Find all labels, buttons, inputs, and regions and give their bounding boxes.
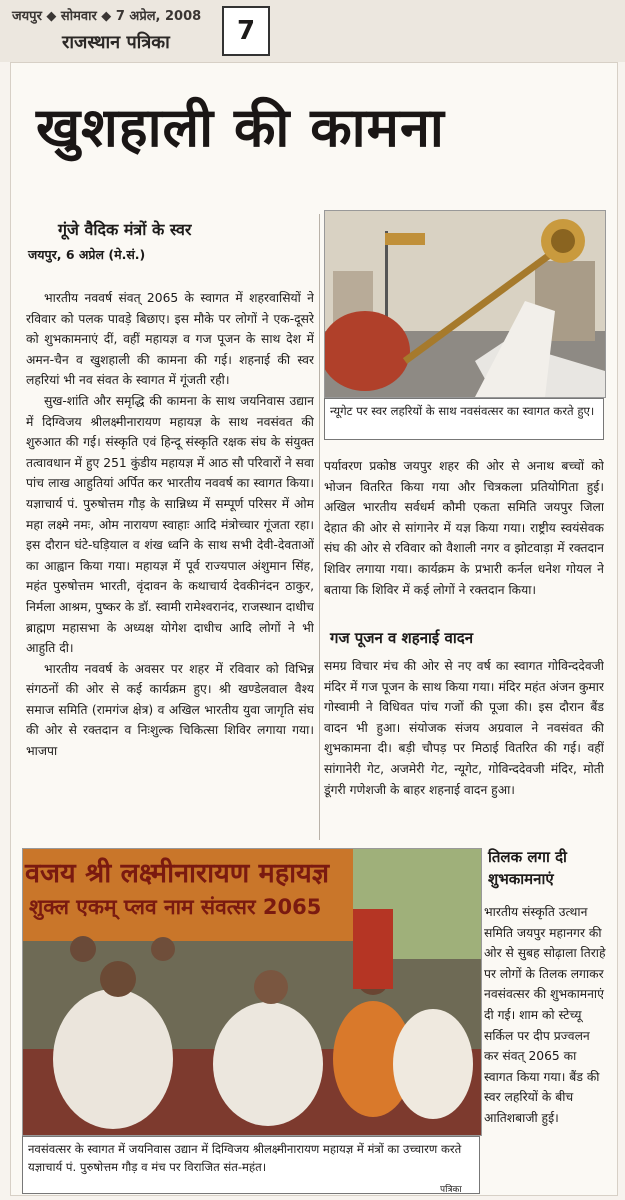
yagya-banner-line1: वजय श्री लक्ष्मीनारायण महायज्ञ (25, 858, 330, 889)
photo-credit: पत्रिका (440, 1185, 462, 1195)
page-number: 7 (222, 6, 270, 56)
column-divider (319, 214, 320, 840)
paragraph: भारतीय नववर्ष के अवसर पर शहर में रविवार को विभिन्न संगठनों की ओर से कई कार्यक्रम हुए। श्री खण्डेलवाल वैश्य समाज समिति (रामगंज क्षेत्र) व अखिल भारतीय युवा जागृति संघ की ओर से रक्तदान व निःशुल्क चिकित्सा शिविर लगाया गया। भाजपा (26, 661, 314, 759)
photo-caption-top: न्यूगेट पर स्वर लहरियों के साथ नवसंवत्सर का स्वागत करते हुए। (324, 398, 604, 440)
photo-yagya (22, 848, 482, 1136)
section-text-gaj: समग्र विचार मंच की ओर से नए वर्ष का स्वागत गोविन्ददेवजी मंदिर में गज पूजन के साथ किया गया। मंदिर महंत अंजन कुमार गोस्वामी ने विधिवत पांच गजों की पूजा की। इस दौरान बैंड वादन भी हुआ। संयोजक संजय अग्रवाल ने नवसंवत की शुभकामना दी। बड़ी चौपड़ पर मिठाई वितरित की गई। वहीं सांगानेरी गेट, अजमेरी गेट, न्यूगेट, गोविन्ददेवजी मंदिर, मोती डूंगरी गणेशजी के बाहर शहनाई वादन हुआ। (324, 659, 604, 797)
paragraph: भारतीय नववर्ष संवत् 2065 के स्वागत में शहरवासियों ने रविवार को पलक पावड़े बिछाए। इस मौके पर लोगों ने एक-दूसरे को शुभकामनाएं दीं, वहीं महायज्ञ व गज पूजन के साथ देश में अमन-चैन व खुशहाली की कामना की गई। शहनाई की स्वर लहरियां भी नव संवत के स्वागत में गूंजती रही। (26, 291, 314, 388)
photo-caption-bottom: नवसंवत्सर के स्वागत में जयनिवास उद्यान में दिग्विजय श्रीलक्ष्मीनारायण महायज्ञ में मंत्रों का उच्चारण करते यज्ञाचार्य पं. पुरुषोत्तम गौड़ व मंच पर विराजित संत-महंत। (22, 1136, 480, 1194)
byline: जयपुर, 6 अप्रेल (मे.सं.) (28, 247, 146, 262)
photo-shehnai-image (325, 211, 605, 397)
paper-name: राजस्थान पत्रिका (62, 32, 170, 53)
photo-shehnai (324, 210, 606, 398)
yagya-banner-line2: शुक्ल एकम् प्लव नाम संवत्सर 2065 (29, 895, 322, 919)
right-column: पर्यावरण प्रकोष्ठ जयपुर शहर की ओर से अनाथ बच्चों को भोजन वितरित किया गया और चित्रकला प्रतियोगिता हुई। अखिल भारतीय सर्वधर्म कौमी एकता समिति जयपुर जिला देहात की ओर से सांगानेर में यज्ञ किया गया। राष्ट्रीय स्वयंसेवक संघ की ओर से रविवार को वैशाली नगर व झोटवाड़ा में रक्तदान शिविर लगाया गया। कार्यक्रम के प्रभारी कर्नल धनेश गोयल ने बताया कि शिविर में कई लोगों ने रक्तदान किया। (324, 459, 604, 597)
section-heading-tilak (488, 846, 567, 890)
section-heading-gaj: गज पूजन व शहनाई वादन (330, 629, 474, 647)
photo-yagya-image (23, 849, 481, 1135)
subheadline: गूंजे वैदिक मंत्रों के स्वर (58, 220, 192, 239)
dateline: जयपुर ◆ सोमवार ◆ 7 अप्रेल, 2008 (12, 9, 202, 24)
tilak-heading-line1: तिलक लगा दी (488, 848, 567, 866)
paragraph: सुख-शांति और समृद्धि की कामना के साथ जयनिवास उद्यान में दिग्विजय श्रीलक्ष्मीनारायण महायज्ञ के साथ नवसंवत की शुरुआत की गई। संस्कृति एवं हिन्दू संस्कृति रक्षक संघ के संयुक्त तत्वावधान में हुए 251 कुंडीय महायज्ञ में आठ सौ परिवारों ने सवा पांच लाख आहुतियां अर्पित कर भारतीय नववर्ष का स्वागत किया। यज्ञाचार्य पं. पुरुषोत्तम गौड़ के सान्निध्य में सम्पूर्ण परिसर में ओम महा लक्ष्मे नमः, ओम नारायण स्वाहाः आदि मंत्रोच्चार गूंजता रहा। इस दौरान घंटे-घड़ियाल व शंख ध्वनि के साथ सभी देवी-देवताओं का आह्वान किया गया। महायज्ञ में पूर्व राज्यपाल अंशुमान सिंह, महंत पुरुषोत्तम भारती, वृंदावन के कथाचार्य देवकीनंदन ठाकुर, निर्मला आश्रम, पुष्कर के डॉ. स्वामी रामेश्वरानंद, राजस्थान दाधीच ब्राह्मण महासभा के अध्यक्ष योगेश दाधीच आदि लोगों ने भी आहुति दी। (26, 393, 314, 656)
left-column (26, 288, 314, 844)
tilak-heading-line2: शुभकामनाएं (488, 870, 554, 888)
headline: खुशहाली की कामना (36, 96, 445, 159)
section-text-tilak: भारतीय संस्कृति उत्थान समिति जयपुर महानगर की ओर से सुबह सोढ़ाला तिराहे पर लोगों के तिलक लगाकर नवसंवत्सर की शुभकामनाएं दी गई। शाम को स्टेच्यू सर्किल पर दीप प्रज्वलन कर संवत् 2065 का स्वागत किया गया। बैंड की स्वर लहरियों के बीच आतिशबाजी हुई। (484, 905, 606, 1125)
